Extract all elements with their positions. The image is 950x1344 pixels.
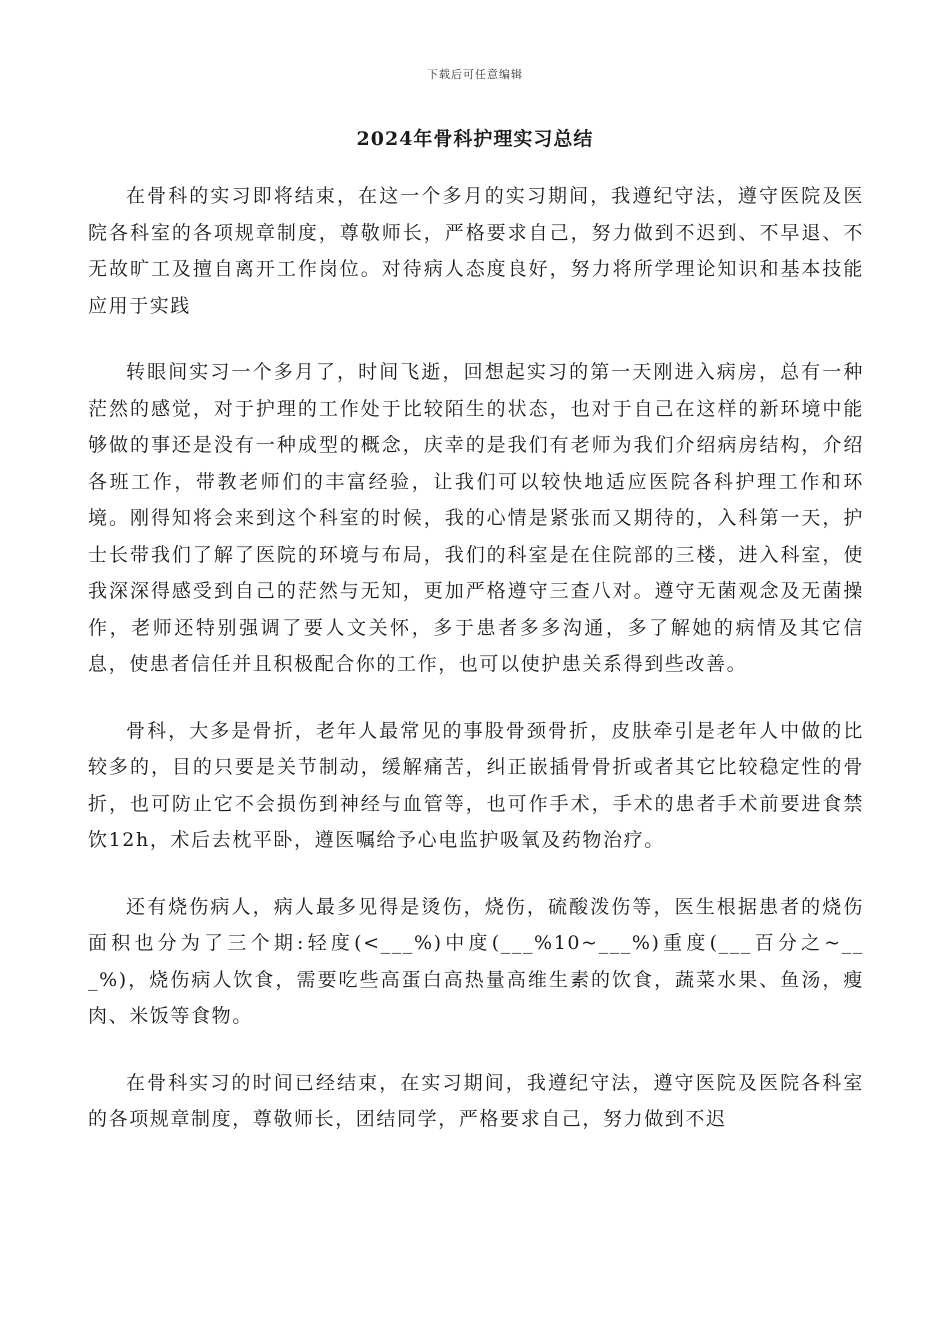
paragraph-5: 在骨科实习的时间已经结束，在实习期间，我遵纪守法，遵守医院及医院各科室的各项规章制度，尊敬师长，团结同学，严格要求自己，努力做到不迟 bbox=[88, 1071, 864, 1130]
header-note: 下载后可任意编辑 bbox=[427, 68, 523, 81]
paragraph-4: 还有烧伤病人，病人最多见得是烫伤，烧伤，硫酸泼伤等，医生根据患者的烧伤面积也分为了三个期:轻度(<___%)中度(___%10~___%)重度(___百分之~___%)，烧伤病人饮食，需要吃些高蛋白高热量高维生素的饮食，蔬菜水果、鱼汤，瘦肉、米饭等食物。 bbox=[88, 895, 864, 1027]
paragraph-2: 转眼间实习一个多月了，时间飞逝，回想起实习的第一天刚进入病房，总有一种茫然的感觉，对于护理的工作处于比较陌生的状态，也对于自己在这样的新环境中能够做的事还是没有一种成型的概念，庆幸的是我们有老师为我们介绍病房结构，介绍各班工作，带教老师们的丰富经验，让我们可以较快地适应医院各科护理工作和环境。刚得知将会来到这个科室的时候，我的心情是紧张而又期待的，入科第一天，护士长带我们了解了医院的环境与布局，我们的科室是在住院部的三楼，进入科室，使我深深得感受到自己的茫然与无知，更加严格遵守三查八对。遵守无菌观念及无菌操作，老师还特别强调了要人文关怀，多于患者多多沟通，多了解她的病情及其它信息，使患者信任并且积极配合你的工作，也可以使护患关系得到些改善。 bbox=[88, 361, 864, 675]
paragraph-1: 在骨科的实习即将结束，在这一个多月的实习期间，我遵纪守法，遵守医院及医院各科室的各项规章制度，尊敬师长，严格要求自己，努力做到不迟到、不早退、不无故旷工及擅自离开工作岗位。对待病人态度良好，努力将所学理论知识和基本技能应用于实践 bbox=[88, 185, 864, 317]
paragraph-3: 骨科，大多是骨折，老年人最常见的事股骨颈骨折，皮肤牵引是老年人中做的比较多的，目的只要是关节制动，缓解痛苦，纠正嵌插骨骨折或者其它比较稳定性的骨折，也可防止它不会损伤到神经与血管等，也可作手术，手术的患者手术前要进食禁饮12h，术后去枕平卧，遵医嘱给予心电监护吸氧及药物治疗。 bbox=[88, 719, 864, 851]
document-body bbox=[88, 178, 864, 1168]
document-title: 2024年骨科护理实习总结 bbox=[356, 128, 594, 150]
